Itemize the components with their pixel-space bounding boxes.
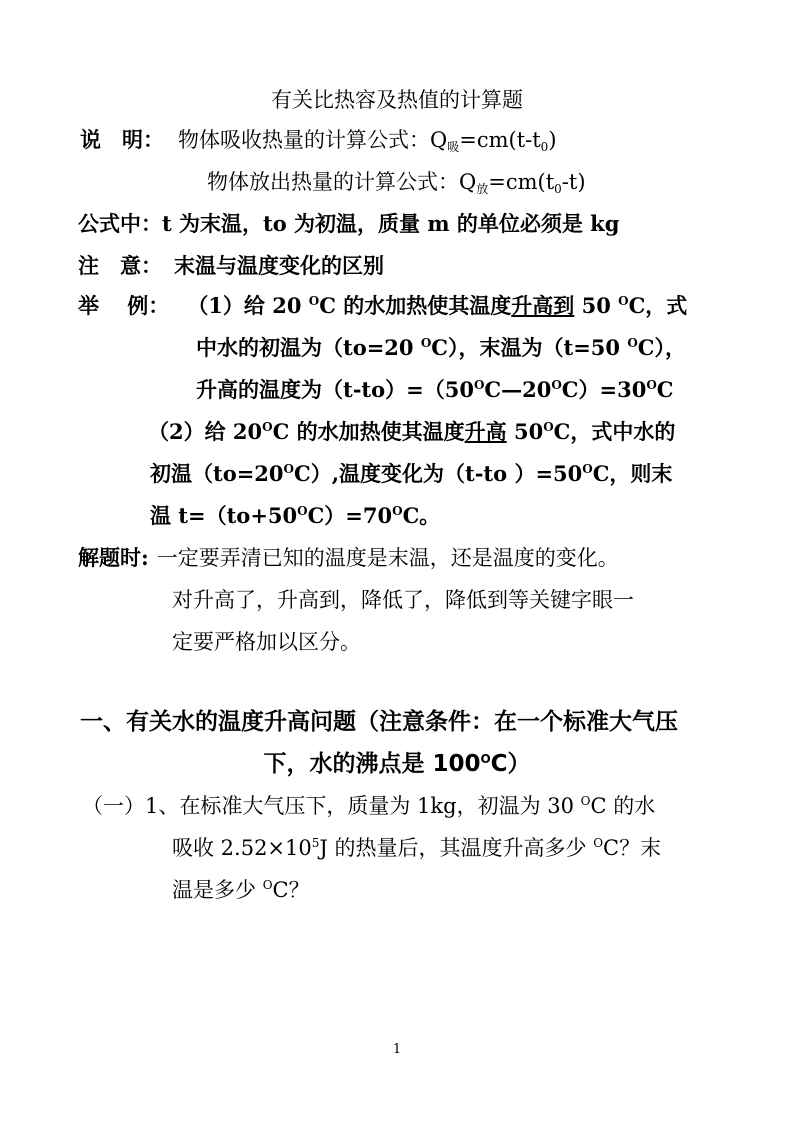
attention-line: 注 意： 末温与温度变化的区别 [78,253,384,278]
example-line-2: 中水的初温为（to=20 $^O$C），末温为（t=50 $^O$C）， [196,335,687,360]
solving-line-1: 解题时: 一定要弄清已知的温度是末温，还是温度的变化。 [78,545,619,570]
explain-line-1: 说 明： 物体吸收热量的计算公式：$Q_吸=cm(t-t_0)$ [80,127,557,154]
degree-mark: O [582,462,593,476]
degree-mark: O [308,294,320,308]
example-line-5: 初温$(to=20^OC)$,温度变化为（t-to ）$=50^OC$，则末 [150,461,673,486]
example-line-6: 温 $t=(to+50^OC)=70^OC$。 [150,503,441,528]
degree-mark: O [283,462,294,476]
degree-mark: O [646,378,657,392]
solving-line-2: 对升高了，升高到，降低了，降低到等关键字眼一 [172,588,634,612]
degree-mark: O [262,420,273,434]
example-line-3: 升高的温度为$(t-to)=(50^OC—20^OC)=30^OC$ [196,377,674,402]
degree-mark: O [297,504,308,518]
example-line-1: 举 例： （1）给 20 $^O$C 的水加热使其温度升高到 50 $^O$C，式 [78,293,688,318]
solving-line-3: 定要严格加以区分。 [172,630,361,654]
example-line-4: （2）给 $20^OC$ 的水加热使其温度升高 $50^OC$，式中水的 [148,419,676,444]
explain-line-2: 物体放出热量的计算公式：$Q_放=cm(t_0-t)$ [207,170,586,196]
degree-mark: O [262,878,273,892]
example-label: 举 例： [78,293,170,318]
problem-1-line-3: 温是多少 $^O$C？ [172,878,310,902]
degree-mark: O [593,836,604,850]
page-number: 1 [392,1042,402,1057]
formula-note: 公式中：t 为末温，to 为初温，质量 m 的单位必须是 kg [78,211,620,236]
problem-1-line-1: （一）1、在标准大气压下，质量为 1kg，初温为 30 $^O$C 的水 [82,794,656,818]
degree-mark: O [480,752,491,766]
attention-label: 注 意： [78,253,162,278]
section-heading-line-2: 下，水的沸点是 $100^OC$） [263,751,531,777]
degree-mark: O [618,294,629,308]
degree-mark: O [551,378,562,392]
degree-mark: O [420,336,432,350]
degree-mark: O [580,794,591,808]
degree-mark: O [473,378,485,392]
section-heading-line-1: 一、有关水的温度升高问题（注意条件：在一个标准大气压 [80,709,678,735]
problem-1-line-2: 吸收 $2.52\times 10^5J$ 的热量后，其温度升高多少 $^O$C？末 [172,836,662,860]
solving-label: 解题时: [78,545,149,570]
degree-mark: O [543,420,554,434]
underlined-rise-to: 升高到 [511,293,575,318]
degree-mark: O [392,504,403,518]
page-title: 有关比热容及热值的计算题 [271,88,523,112]
explain-label: 说 明： [80,127,164,152]
degree-mark: O [627,336,638,350]
underlined-rise: 升高 [464,419,507,444]
